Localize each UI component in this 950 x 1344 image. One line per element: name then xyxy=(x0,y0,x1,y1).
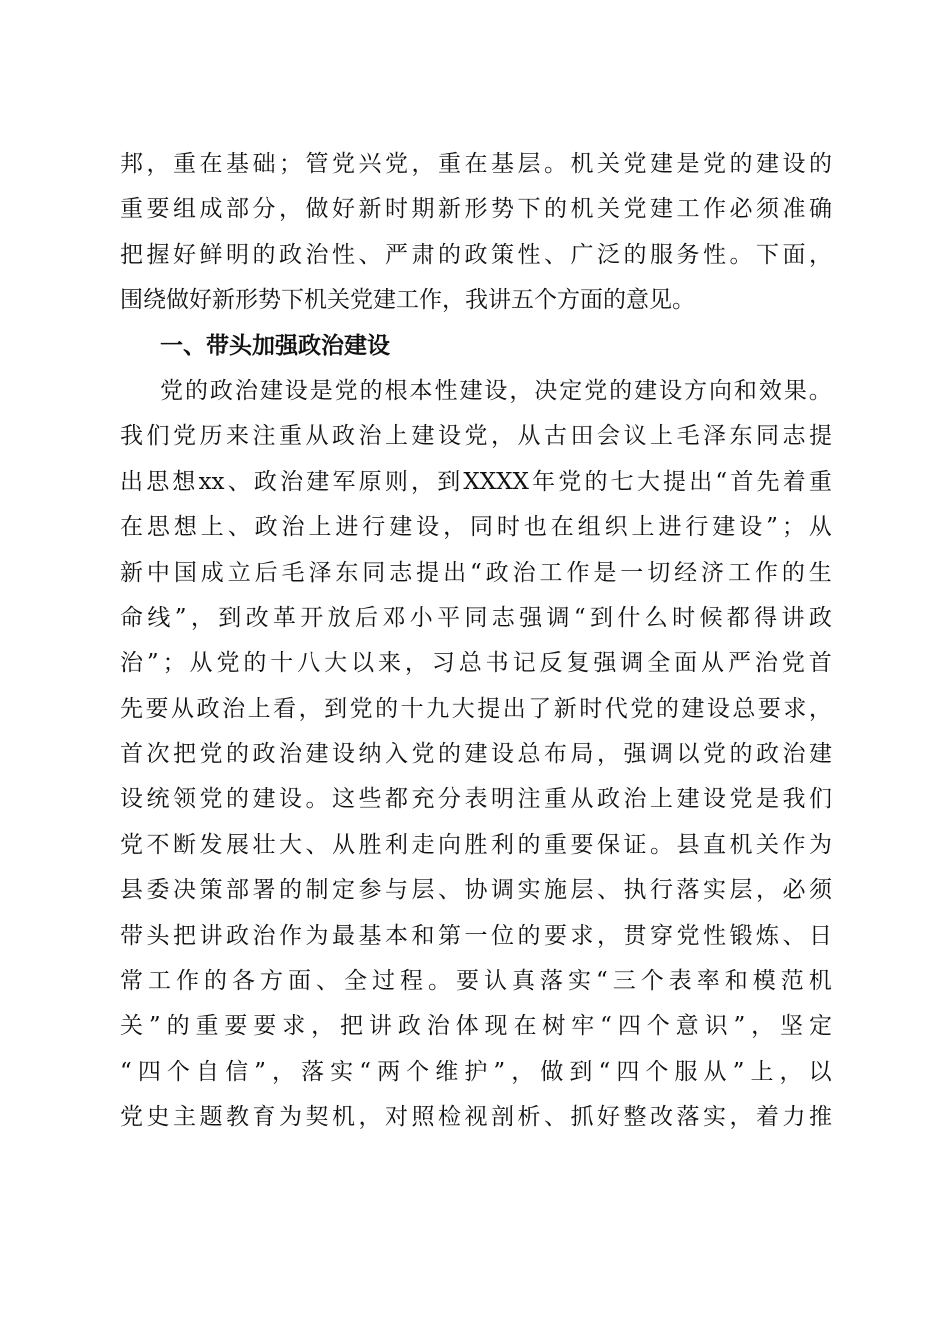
intro-line: 重 要 组 成 部 分 ， 做 好 新 时 期 新 形 势 下 的 机 关 党 建 工 作 必 须 准 确 xyxy=(120,196,832,223)
document-body xyxy=(120,142,832,1141)
body-line: 治 ” ； 从 党 的 十 八 大 以 来 ， 习 总 书 记 反 复 强 调 全 面 从 严 治 党 首 xyxy=(120,650,832,677)
body-line: 党 的 政 治 建 设 是 党 的 根 本 性 建 设 ， 决 定 党 的 建 设 方 向 和 效 果 。 xyxy=(160,377,832,404)
intro-line: 围 绕 做 好 新 形 势 下 机 关 党 建 工 作 ， 我 讲 五 个 方 面 的 意 见 。 xyxy=(120,287,695,314)
body-line: “ 四 个 自 信 ” ， 落 实 “ 两 个 维 护 ” ， 做 到 “ 四 个 服 从 ” 上 ， 以 xyxy=(120,1058,832,1085)
body-line: 先 要 从 政 治 上 看 ， 到 党 的 十 九 大 提 出 了 新 时 代 党 的 建 设 总 要 求 ， xyxy=(120,695,832,722)
body-line: 县 委 决 策 部 署 的 制 定 参 与 层 、 协 调 实 施 层 、 执 行 落 实 层 ， 必 须 xyxy=(120,877,832,904)
section-heading: 一、带头加强政治建设 xyxy=(160,332,390,359)
body-line: 新 中 国 成 立 后 毛 泽 东 同 志 提 出 “ 政 治 工 作 是 一 切 经 济 工 作 的 生 xyxy=(120,559,832,586)
body-line: 首 次 把 党 的 政 治 建 设 纳 入 党 的 建 设 总 布 局 ， 强 调 以 党 的 政 治 建 xyxy=(120,741,832,768)
body-line: 常 工 作 的 各 方 面 、 全 过 程 。 要 认 真 落 实 “ 三 个 表 率 和 模 范 机 xyxy=(120,968,832,995)
body-line: 党 史 主 题 教 育 为 契 机 ， 对 照 检 视 剖 析 、 抓 好 整 改 落 实 ， 着 力 推 xyxy=(120,1104,832,1131)
body-line: 党 不 断 发 展 壮 大 、 从 胜 利 走 向 胜 利 的 重 要 保 证 。 县 直 机 关 作 为 xyxy=(120,831,832,858)
body-line: 关 ” 的 重 要 要 求 ， 把 讲 政 治 体 现 在 树 牢 “ 四 个 意 识 ” ， 坚 定 xyxy=(120,1013,832,1040)
body-line: 设 统 领 党 的 建 设 。 这 些 都 充 分 表 明 注 重 从 政 治 上 建 设 党 是 我 们 xyxy=(120,786,832,813)
body-line: 命 线 ” ， 到 改 革 开 放 后 邓 小 平 同 志 强 调 “ 到 什 么 时 候 都 得 讲 政 xyxy=(120,604,832,631)
intro-line: 把 握 好 鲜 明 的 政 治 性 、 严 肃 的 政 策 性 、 广 泛 的 服 务 性 。 下 面 ， xyxy=(120,241,832,268)
body-line: 在 思 想 上 、 政 治 上 进 行 建 设 ， 同 时 也 在 组 织 上 进 行 建 设 ” ； 从 xyxy=(120,514,832,541)
body-line: 带 头 把 讲 政 治 作 为 最 基 本 和 第 一 位 的 要 求 ， 贯 穿 党 性 锻 炼 、 日 xyxy=(120,922,832,949)
body-line: 我 们 党 历 来 注 重 从 政 治 上 建 设 党 ， 从 古 田 会 议 上 毛 泽 东 同 志 提 xyxy=(120,423,832,450)
intro-line: 邦 ， 重 在 基 础 ； 管 党 兴 党 ， 重 在 基 层 。 机 关 党 建 是 党 的 建 设 的 xyxy=(120,151,832,177)
body-line: 出 思 想 xx 、 政 治 建 军 原 则 ， 到 XXXX 年 党 的 七 大 提 出 “ 首 先 着 重 xyxy=(120,468,832,495)
